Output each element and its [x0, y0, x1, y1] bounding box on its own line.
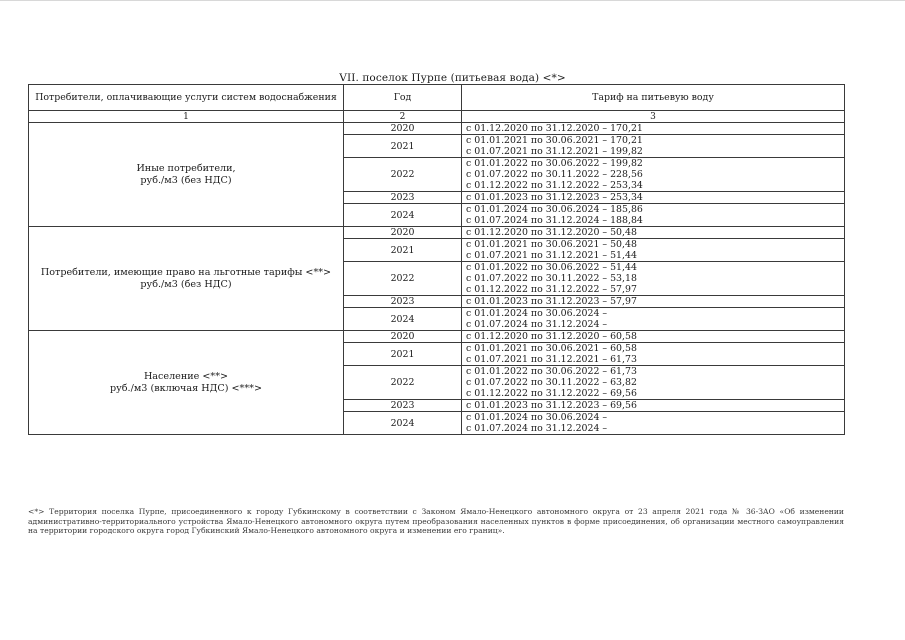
tariff-cell — [462, 239, 845, 262]
footnote — [28, 507, 844, 536]
tariff-period-line: с 01.12.2022 по 31.12.2022 – 253,34 — [466, 180, 643, 191]
column-number: 2 — [344, 111, 462, 123]
year-cell: 2022 — [344, 262, 462, 296]
tariff-cell — [462, 158, 845, 192]
year-cell: 2023 — [344, 192, 462, 204]
tariff-cell — [462, 192, 845, 204]
tariff-period-line: с 01.01.2021 по 30.06.2021 – 50,48 — [466, 239, 637, 250]
tariff-period-line: с 01.01.2023 по 31.12.2023 – 57,97 — [466, 296, 637, 307]
tariff-period-line: с 01.07.2022 по 30.11.2022 – 228,56 — [466, 169, 643, 180]
consumer-category-cell — [29, 123, 344, 227]
tariff-period-line: с 01.01.2022 по 30.06.2022 – 199,82 — [466, 158, 643, 169]
year-cell: 2020 — [344, 227, 462, 239]
tariff-period-line: с 01.07.2024 по 31.12.2024 – — [466, 319, 608, 330]
tariff-cell — [462, 135, 845, 158]
tariff-period-line: с 01.12.2022 по 31.12.2022 – 57,97 — [466, 284, 637, 295]
tariff-cell — [462, 366, 845, 400]
tariff-cell — [462, 412, 845, 435]
header-consumers: Потребители, оплачивающие услуги систем водоснабжения — [29, 85, 344, 111]
consumer-category-name: Иные потребители, — [136, 162, 236, 174]
tariff-period-line: с 01.07.2021 по 31.12.2021 – 199,82 — [466, 146, 643, 157]
year-cell: 2024 — [344, 308, 462, 331]
table-row — [29, 123, 845, 135]
year-cell: 2020 — [344, 123, 462, 135]
tariff-table — [28, 84, 845, 435]
year-cell: 2022 — [344, 158, 462, 192]
tariff-cell — [462, 262, 845, 296]
year-cell: 2023 — [344, 400, 462, 412]
consumer-category-name: Население <**> — [143, 370, 229, 382]
column-number: 3 — [462, 111, 845, 123]
tariff-period-line: с 01.12.2022 по 31.12.2022 – 69,56 — [466, 388, 637, 399]
tariff-period-line: с 01.07.2021 по 31.12.2021 – 61,73 — [466, 354, 637, 365]
year-cell: 2020 — [344, 331, 462, 343]
year-cell: 2021 — [344, 343, 462, 366]
tariff-table-body — [29, 123, 845, 435]
table-row — [29, 331, 845, 343]
consumer-unit: руб./м3 (без НДС) — [140, 174, 232, 186]
tariff-period-line: с 01.01.2022 по 30.06.2022 – 61,73 — [466, 366, 637, 377]
section-title: VII. поселок Пурпе (питьевая вода) <*> — [339, 72, 566, 84]
year-cell: 2023 — [344, 296, 462, 308]
tariff-period-line: с 01.07.2024 по 31.12.2024 – 188,84 — [466, 215, 643, 226]
tariff-cell — [462, 227, 845, 239]
header-tariff: Тариф на питьевую воду — [462, 85, 845, 111]
year-cell: 2022 — [344, 366, 462, 400]
column-number: 1 — [29, 111, 344, 123]
tariff-period-line: с 01.01.2023 по 31.12.2023 – 69,56 — [466, 400, 637, 411]
consumer-category-cell — [29, 227, 344, 331]
year-cell: 2021 — [344, 239, 462, 262]
year-cell: 2021 — [344, 135, 462, 158]
header-row — [29, 85, 845, 111]
tariff-period-line: с 01.07.2024 по 31.12.2024 – — [466, 423, 608, 434]
tariff-period-line: с 01.12.2020 по 31.12.2020 – 170,21 — [466, 123, 643, 134]
tariff-period-line: с 01.01.2022 по 30.06.2022 – 51,44 — [466, 262, 637, 273]
consumer-category-cell — [29, 331, 344, 435]
consumer-category-name: Потребители, имеющие право на льготные тарифы <**> — [40, 266, 332, 278]
consumer-unit: руб./м3 (включая НДС) <***> — [110, 382, 262, 394]
year-cell: 2024 — [344, 412, 462, 435]
header-year: Год — [344, 85, 462, 111]
tariff-cell — [462, 123, 845, 135]
consumer-unit: руб./м3 (без НДС) — [140, 278, 232, 290]
column-number-row — [29, 111, 845, 123]
year-cell: 2024 — [344, 204, 462, 227]
tariff-cell — [462, 331, 845, 343]
tariff-period-line: с 01.01.2024 по 30.06.2024 – — [466, 412, 608, 423]
tariff-period-line: с 01.12.2020 по 31.12.2020 – 50,48 — [466, 227, 637, 238]
tariff-period-line: с 01.01.2021 по 30.06.2021 – 170,21 — [466, 135, 643, 146]
tariff-cell — [462, 400, 845, 412]
tariff-period-line: с 01.12.2020 по 31.12.2020 – 60,58 — [466, 331, 637, 342]
tariff-period-line: с 01.01.2024 по 30.06.2024 – — [466, 308, 608, 319]
tariff-period-line: с 01.01.2021 по 30.06.2021 – 60,58 — [466, 343, 637, 354]
tariff-period-line: с 01.07.2022 по 30.11.2022 – 53,18 — [466, 273, 637, 284]
tariff-cell — [462, 343, 845, 366]
tariff-cell — [462, 296, 845, 308]
scan-edge-line — [0, 0, 905, 1]
tariff-cell — [462, 204, 845, 227]
tariff-cell — [462, 308, 845, 331]
table-row — [29, 227, 845, 239]
tariff-period-line: с 01.01.2023 по 31.12.2023 – 253,34 — [466, 192, 643, 203]
tariff-period-line: с 01.07.2022 по 30.11.2022 – 63,82 — [466, 377, 637, 388]
tariff-period-line: с 01.01.2024 по 30.06.2024 – 185,86 — [466, 204, 643, 215]
footnote-text: <*> Территория поселка Пурпе, присоединенного к городу Губкинскому в соответствии с Законом Ямало-Ненецкого автономного округа от 23 апреля 2021 года № 36-ЗАО «Об изменении административно-территориального устройства Ямало-Ненецкого автономного округа путем преобразования населенных пунктов в форме присоединения, об организации местного самоуправления на территории городского округа город Губкинский Ямало-Ненецкого автономного округа и изменении его границ». — [28, 507, 844, 535]
tariff-period-line: с 01.07.2021 по 31.12.2021 – 51,44 — [466, 250, 637, 261]
